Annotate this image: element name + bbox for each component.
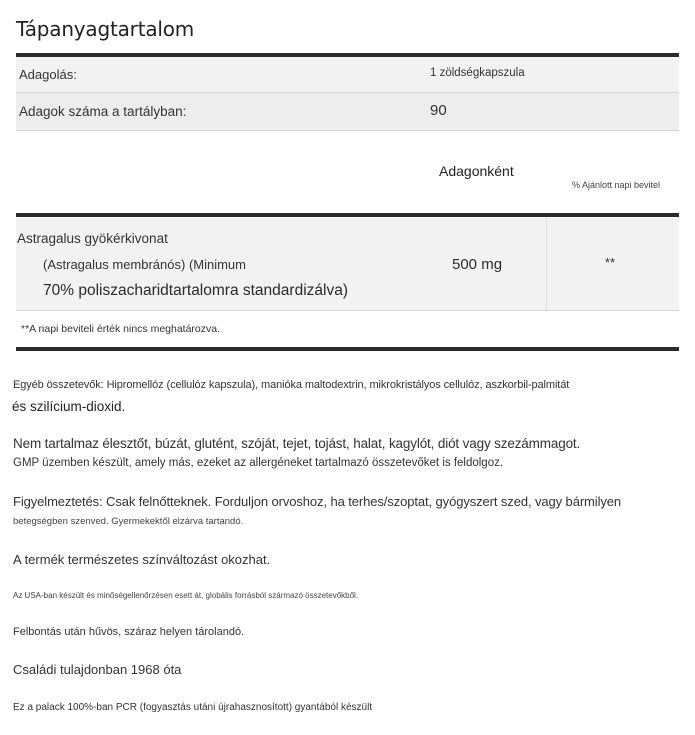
servings-per-container-label: Adagok száma a tartályban: — [19, 104, 187, 119]
ingredient-amount: 500 mg — [452, 256, 503, 273]
ingredient-name: Astragalus gyökérkivonat — [17, 231, 168, 246]
note-storage: Felbontás után hűvös, száraz helyen tárolandó. — [13, 626, 245, 638]
serving-size-row — [16, 57, 679, 93]
page-title: Tápanyagtartalom — [16, 17, 195, 41]
serving-size-label: Adagolás: — [19, 67, 77, 82]
footnote: **A napi beviteli érték nincs meghatározva. — [21, 323, 221, 335]
servings-per-container-value: 90 — [430, 102, 447, 119]
table-bottom-border — [16, 347, 679, 351]
daily-value-header: % Ajánlott napi bevitel — [572, 180, 661, 190]
ingredient-daily-value: ** — [605, 255, 616, 270]
note-color-variation: A termék természetes színváltozást okozhat. — [13, 552, 271, 567]
warning-line2: betegségben szenved. Gyermekektől elzárva tartandó. — [13, 516, 244, 527]
serving-size-value: 1 zöldségkapszula — [430, 67, 525, 79]
other-ingredients-line2: és szilícium-dioxid. — [12, 399, 126, 414]
allergen-line2: GMP üzemben készült, amely más, ezeket az allergéneket tartalmazó összetevőket is feldolgoz. — [13, 457, 504, 469]
note-pcr-bottle: Ez a palack 100%-ban PCR (fogyasztás utáni újrahasznosított) gyantából készült — [13, 702, 373, 713]
table-section-border — [16, 213, 679, 217]
other-ingredients-line1: Egyéb összetevők: Hipromellóz (cellulóz kapszula), manióka maltodextrin, mikrokristályos cellulóz, aszkorbil-palmitát — [13, 379, 570, 391]
per-serving-header: Adagonként — [439, 163, 514, 179]
note-family-owned: Családi tulajdonban 1968 óta — [13, 662, 182, 677]
ingredient-detail-line2: 70% poliszacharidtartalomra standardizálva) — [43, 282, 348, 299]
allergen-line1: Nem tartalmaz élesztőt, búzát, glutént, szóját, tejet, tojást, halat, kagylót, diót vagy szezámmagot. — [13, 436, 581, 451]
ingredient-row — [16, 218, 679, 311]
column-divider — [546, 218, 547, 310]
ingredient-detail-line1: (Astragalus membránós) (Minimum — [43, 257, 246, 272]
warning-line1: Figyelmeztetés: Csak felnőtteknek. Forduljon orvoshoz, ha terhes/szoptat, gyógyszert szed, vagy bármilyen — [13, 494, 622, 509]
note-made-in-usa: Az USA-ban készült és minőségellenőrzésen esett át, globális forrásból származó összetevőkből. — [13, 591, 359, 600]
servings-per-container-row — [16, 93, 679, 131]
